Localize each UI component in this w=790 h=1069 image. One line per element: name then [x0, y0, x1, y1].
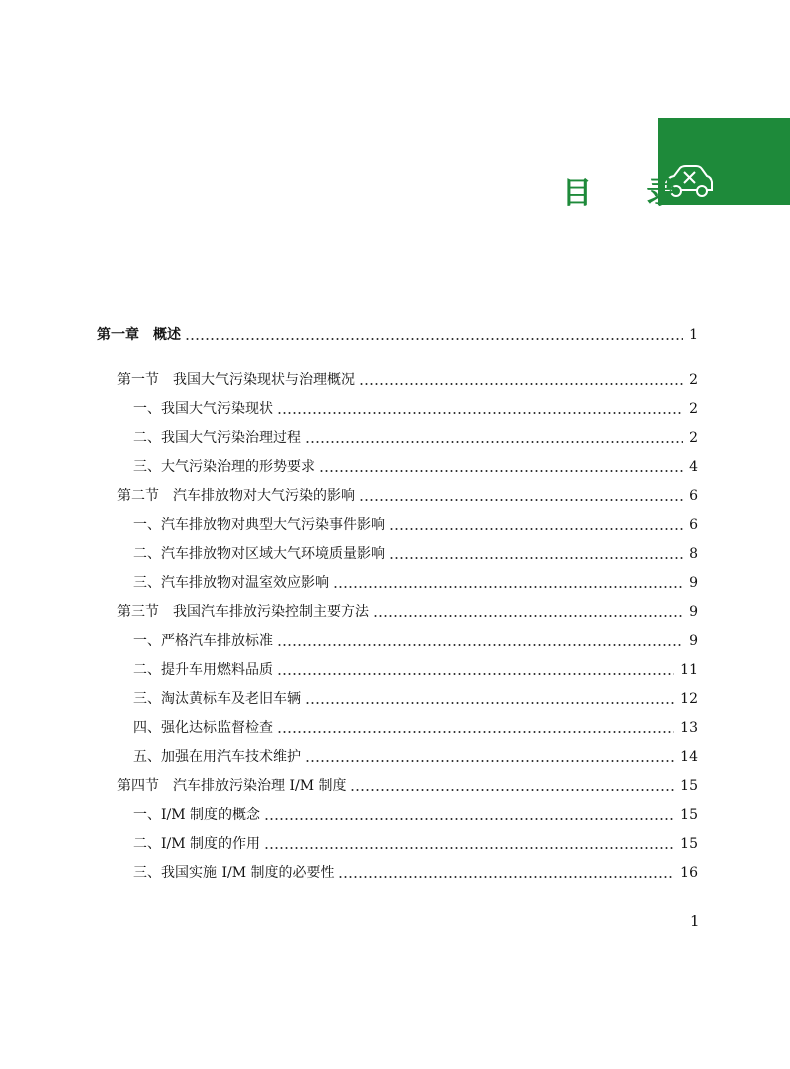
toc-entry-page: 8 [689, 546, 698, 562]
toc-leader-dots [264, 818, 674, 820]
toc-entry[interactable] [133, 454, 698, 476]
toc-entry[interactable] [133, 628, 698, 650]
toc-entry[interactable] [117, 773, 698, 795]
toc-entry[interactable] [133, 802, 698, 824]
toc-entry-page: 2 [689, 401, 698, 417]
toc-entry-label: 二、汽车排放物对区域大气环境质量影响 [133, 546, 385, 562]
toc-entry-label: 三、我国实施 I/M 制度的必要性 [133, 865, 335, 881]
page-title: 目 录 [562, 176, 699, 211]
toc-entry-page: 2 [689, 430, 698, 446]
toc-entry[interactable] [117, 367, 698, 389]
toc-entry-page: 15 [680, 778, 698, 794]
toc-entry[interactable] [133, 831, 698, 853]
toc-entry[interactable] [133, 686, 698, 708]
toc-entry-label: 三、淘汰黄标车及老旧车辆 [133, 691, 301, 707]
toc-entry-label: 第一节 我国大气污染现状与治理概况 [117, 372, 355, 388]
toc-entry[interactable] [97, 322, 698, 344]
toc-entry-label: 第一章 概述 [97, 327, 181, 343]
toc-entry-label: 第三节 我国汽车排放污染控制主要方法 [117, 604, 369, 620]
toc-entry[interactable] [133, 744, 698, 766]
toc-entry-page: 6 [689, 517, 698, 533]
toc-leader-dots [277, 731, 674, 733]
toc-entry-label: 三、汽车排放物对温室效应影响 [133, 575, 329, 591]
toc-entry[interactable] [133, 570, 698, 592]
toc-leader-dots [305, 702, 674, 704]
toc-entry[interactable] [117, 483, 698, 505]
toc-entry-page: 2 [689, 372, 698, 388]
toc-entry[interactable] [133, 396, 698, 418]
footer-page-number: 1 [690, 912, 700, 930]
toc-entry-page: 6 [689, 488, 698, 504]
toc-leader-dots [277, 412, 683, 414]
toc-entry-page: 9 [689, 604, 698, 620]
toc-entry[interactable] [133, 657, 698, 679]
toc-leader-dots [359, 499, 683, 501]
toc-entry-page: 12 [680, 691, 698, 707]
toc-entry-page: 15 [680, 807, 698, 823]
toc-entry[interactable] [133, 425, 698, 447]
toc-leader-dots [359, 383, 683, 385]
toc-entry-label: 三、大气污染治理的形势要求 [133, 459, 315, 475]
toc-entry-label: 二、I/M 制度的作用 [133, 836, 261, 852]
toc-entry-label: 一、汽车排放物对典型大气污染事件影响 [133, 517, 385, 533]
toc-leader-dots [338, 876, 674, 878]
toc-leader-dots [389, 528, 683, 530]
toc-leader-dots [264, 847, 674, 849]
toc-entry-label: 一、严格汽车排放标准 [133, 633, 273, 649]
toc-entry-page: 11 [680, 662, 698, 678]
toc-entry[interactable] [133, 512, 698, 534]
toc-leader-dots [305, 760, 674, 762]
toc-leader-dots [350, 789, 674, 791]
toc-leader-dots [305, 441, 683, 443]
toc-entry-page: 16 [680, 865, 698, 881]
toc-entry-page: 1 [689, 327, 698, 343]
toc-entry-label: 五、加强在用汽车技术维护 [133, 749, 301, 765]
toc-entry[interactable] [117, 599, 698, 621]
toc-leader-dots [277, 673, 674, 675]
toc-entry-page: 4 [689, 459, 698, 475]
toc-entry[interactable] [133, 860, 698, 882]
toc-entry-label: 第二节 汽车排放物对大气污染的影响 [117, 488, 355, 504]
toc-leader-dots [185, 338, 683, 340]
toc-leader-dots [389, 557, 683, 559]
toc-entry-label: 第四节 汽车排放污染治理 I/M 制度 [117, 778, 347, 794]
toc-entry-label: 一、I/M 制度的概念 [133, 807, 261, 823]
toc-entry-label: 四、强化达标监督检查 [133, 720, 273, 736]
toc-entry-label: 二、提升车用燃料品质 [133, 662, 273, 678]
toc-entry-label: 一、我国大气污染现状 [133, 401, 273, 417]
toc-entry-label: 二、我国大气污染治理过程 [133, 430, 301, 446]
toc-leader-dots [319, 470, 683, 472]
toc-leader-dots [277, 644, 683, 646]
toc-entry[interactable] [133, 541, 698, 563]
toc-leader-dots [373, 615, 683, 617]
toc-entry-page: 13 [680, 720, 698, 736]
toc-entry-page: 14 [680, 749, 698, 765]
toc-entry-page: 15 [680, 836, 698, 852]
toc-entry-page: 9 [689, 633, 698, 649]
toc-leader-dots [333, 586, 683, 588]
toc-entry-page: 9 [689, 575, 698, 591]
toc-entry[interactable] [133, 715, 698, 737]
